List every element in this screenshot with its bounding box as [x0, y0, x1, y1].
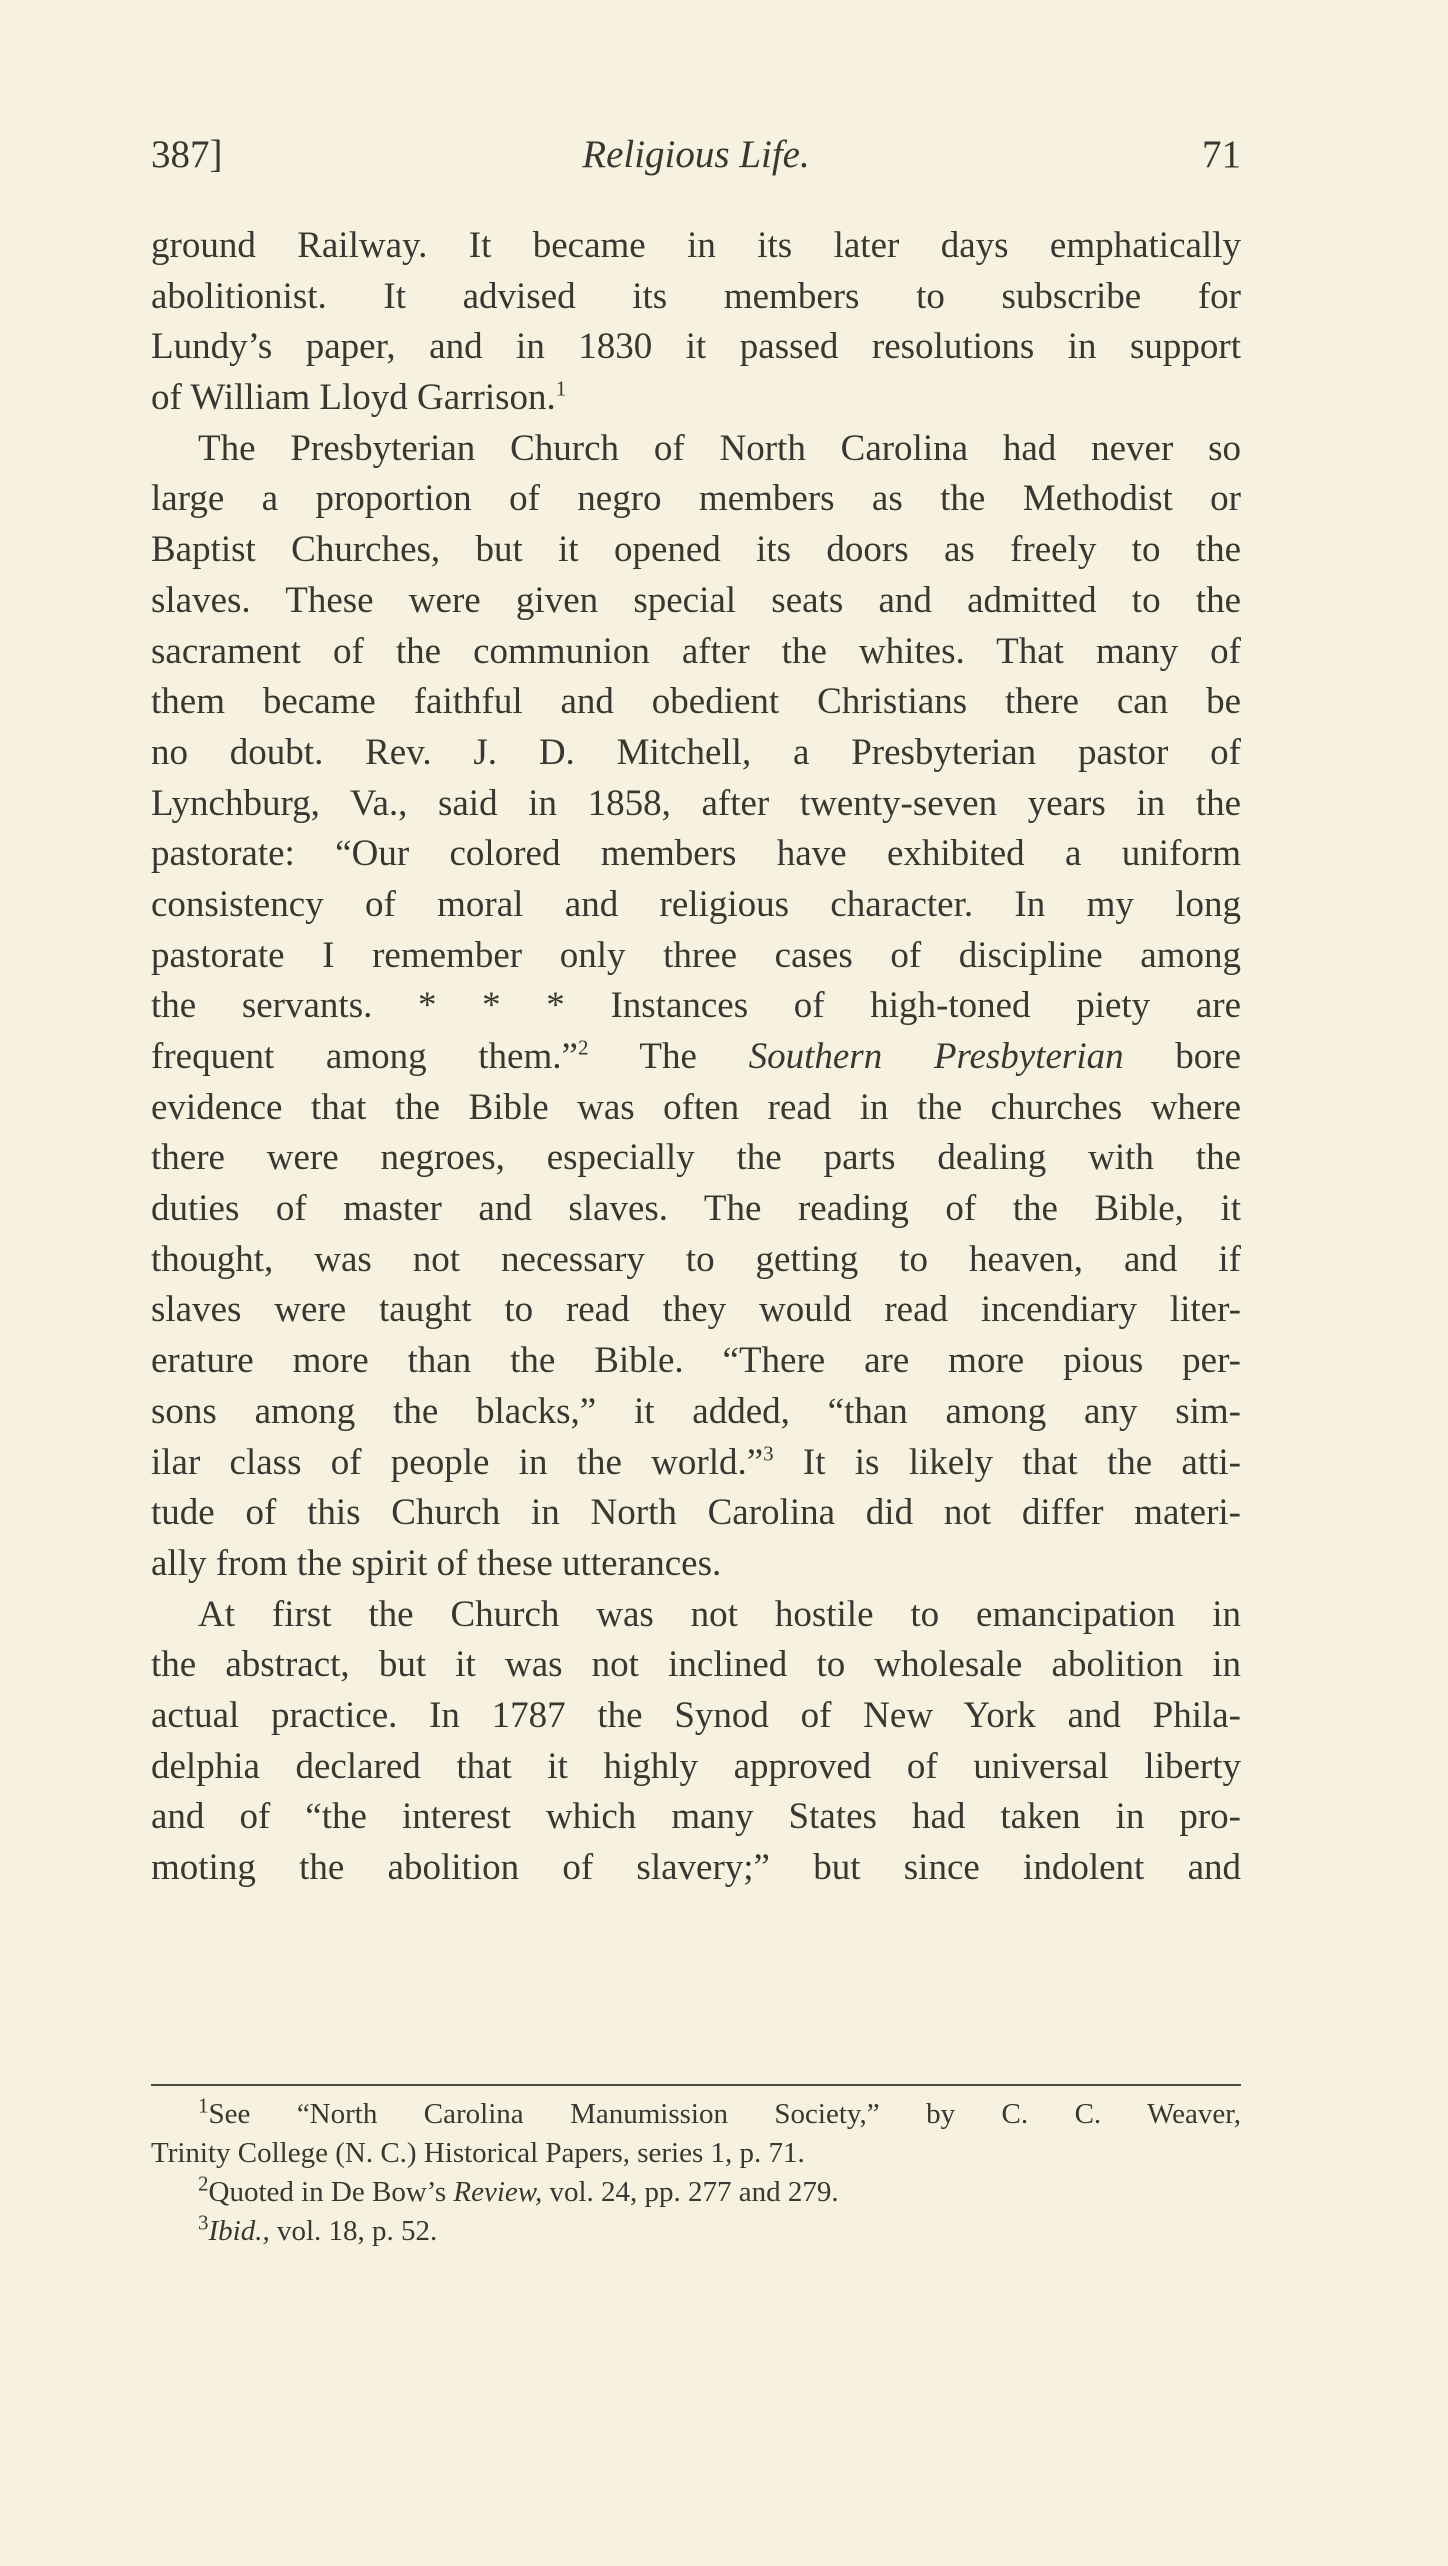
- text-line: slaves were taught to read they would read incendiary liter-: [151, 1289, 1241, 1331]
- citation-abbreviation: Ibid.,: [208, 2215, 270, 2247]
- text-line: the abstract, but it was not inclined to wholesale abolition in: [151, 1644, 1241, 1686]
- footnote-divider: [151, 2084, 1241, 2086]
- text-segment: The: [588, 1036, 749, 1077]
- text-line: pastorate I remember only three cases of discipline among: [151, 934, 1241, 976]
- text-segment: of William Lloyd Garrison.: [151, 377, 556, 419]
- text-segment: bore: [1123, 1036, 1241, 1077]
- text-line: At first the Church was not hostile to emancipation in: [198, 1593, 1241, 1635]
- body-text: [151, 221, 1241, 1894]
- footnote-ref: 2: [577, 1035, 589, 1060]
- text-segment: vol. 18, p. 52.: [269, 2215, 438, 2247]
- text-line: erature more than the Bible. “There are more pious per-: [151, 1340, 1241, 1382]
- text-line: there were negroes, especially the parts dealing with the: [151, 1137, 1241, 1179]
- text-line: consistency of moral and religious character. In my long: [151, 883, 1241, 925]
- text-line: [151, 373, 1241, 424]
- footnote-marker: 1: [198, 2095, 209, 2118]
- footnote-ref: 1: [555, 376, 567, 401]
- text-line: Baptist Churches, but it opened its doors as freely to the: [151, 529, 1241, 571]
- text-line: sons among the blacks,” it added, “than among any sim-: [151, 1390, 1241, 1432]
- page-number: 71: [1202, 133, 1241, 176]
- footnote-line: [151, 2212, 1241, 2251]
- text-line: Lundy’s paper, and in 1830 it passed resolutions in support: [151, 326, 1241, 368]
- text-line: them became faithful and obedient Christians there can be: [151, 681, 1241, 723]
- text-line: thought, was not necessary to getting to heaven, and if: [151, 1238, 1241, 1280]
- footnotes: [151, 2095, 1241, 2251]
- text-line: delphia declared that it highly approved of universal liberty: [151, 1745, 1241, 1787]
- text-line: The Presbyterian Church of North Carolina had never so: [198, 427, 1241, 469]
- text-line: slaves. These were given special seats and admitted to the: [151, 579, 1241, 621]
- page-reference: 387]: [151, 133, 223, 176]
- footnote-line: Trinity College (N. C.) Historical Papers, series 1, p. 71.: [151, 2137, 805, 2169]
- footnote-marker: 3: [198, 2212, 209, 2235]
- footnote-marker: 2: [198, 2173, 209, 2196]
- text-line: moting the abolition of slavery;” but since indolent and: [151, 1847, 1241, 1888]
- text-line: [151, 1438, 1241, 1489]
- text-line: evidence that the Bible was often read in the churches where: [151, 1086, 1241, 1128]
- text-segment: frequent among them.”: [151, 1036, 578, 1077]
- text-line: actual practice. In 1787 the Synod of New York and Phila-: [151, 1694, 1241, 1736]
- text-line: Lynchburg, Va., said in 1858, after twenty-seven years in the: [151, 782, 1241, 824]
- periodical-title: Review,: [453, 2176, 543, 2208]
- text-line: ally from the spirit of these utterances.: [151, 1542, 722, 1584]
- text-line: [151, 1032, 1241, 1083]
- text-line: no doubt. Rev. J. D. Mitchell, a Presbyterian pastor of: [151, 731, 1241, 773]
- running-header: [151, 127, 1241, 182]
- text-line: tude of this Church in North Carolina did not differ materi-: [151, 1492, 1241, 1534]
- text-line: abolitionist. It advised its members to subscribe for: [151, 275, 1241, 317]
- text-line: sacrament of the communion after the whites. That many of: [151, 630, 1241, 672]
- text-segment: It is likely that the atti-: [773, 1441, 1241, 1483]
- footnote-line: [151, 2173, 1241, 2212]
- text-line: pastorate: “Our colored members have exhibited a uniform: [151, 833, 1241, 875]
- text-line: and of “the interest which many States had taken in pro-: [151, 1796, 1241, 1838]
- periodical-title: Southern Presbyterian: [748, 1036, 1124, 1077]
- text-line: the servants. * * * Instances of high-toned piety are: [151, 985, 1241, 1027]
- text-line: duties of master and slaves. The reading of the Bible, it: [151, 1188, 1241, 1230]
- text-line: large a proportion of negro members as the Methodist or: [151, 478, 1241, 520]
- text-segment: Quoted in De Bow’s: [208, 2176, 454, 2208]
- footnote-line: [151, 2095, 1241, 2134]
- text-line: ground Railway. It became in its later days emphatically: [151, 225, 1241, 266]
- text-segment: ilar class of people in the world.”: [151, 1441, 764, 1483]
- running-title: Religious Life.: [582, 133, 810, 176]
- text-segment: vol. 24, pp. 277 and 279.: [542, 2176, 839, 2208]
- text-segment: See “North Carolina Manumission Society,” by C. C. Weaver,: [208, 2098, 1241, 2130]
- footnote-ref: 3: [763, 1441, 774, 1466]
